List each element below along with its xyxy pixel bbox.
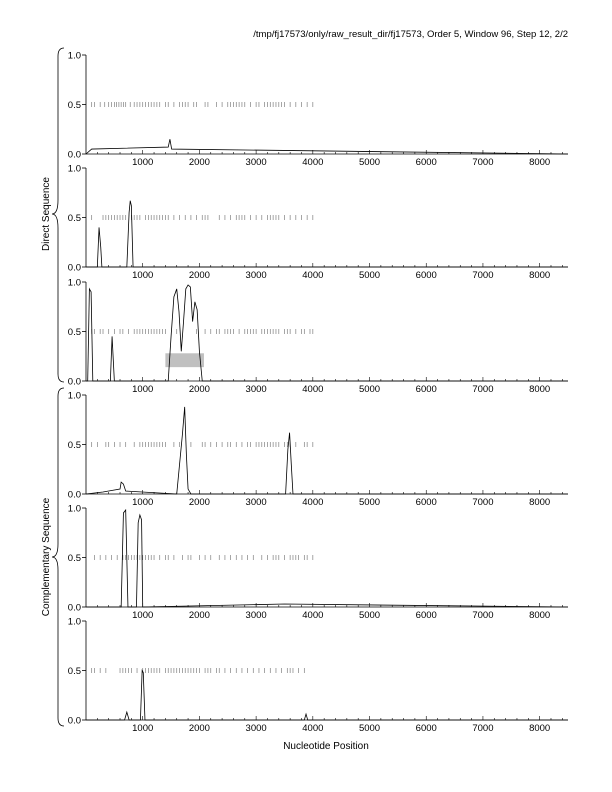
x-tick-label: 6000 bbox=[415, 497, 437, 508]
x-tick-label: 7000 bbox=[472, 270, 494, 281]
panel-2 bbox=[68, 164, 568, 282]
x-tick-label: 3000 bbox=[245, 157, 267, 168]
x-tick-label: 1000 bbox=[132, 497, 154, 508]
x-tick-label: 6000 bbox=[415, 610, 437, 621]
x-tick-label: 4000 bbox=[302, 723, 324, 734]
x-tick-label: 6000 bbox=[415, 157, 437, 168]
y-tick-label: 0.5 bbox=[67, 100, 81, 111]
x-tick-label: 1000 bbox=[132, 723, 154, 734]
y-tick-label: 0.5 bbox=[67, 327, 81, 338]
x-tick-label: 7000 bbox=[472, 610, 494, 621]
panel-3 bbox=[68, 278, 568, 396]
x-tick-label: 4000 bbox=[302, 270, 324, 281]
x-tick-label: 7000 bbox=[472, 497, 494, 508]
x-tick-label: 5000 bbox=[358, 157, 381, 168]
x-tick-label: 3000 bbox=[245, 497, 267, 508]
x-tick-label: 5000 bbox=[358, 384, 381, 395]
signal-trace bbox=[86, 407, 568, 494]
x-tick-label: 2000 bbox=[188, 610, 210, 621]
panel-6 bbox=[68, 617, 568, 735]
x-tick-label: 7000 bbox=[472, 384, 494, 395]
y-tick-label: 0.0 bbox=[67, 149, 81, 161]
figure-title: /tmp/fj17573/only/raw_result_dir/fj17573, Order 5, Window 96, Step 12, 2/2 bbox=[253, 29, 568, 40]
x-tick-label: 1000 bbox=[132, 157, 154, 168]
x-tick-label: 6000 bbox=[415, 384, 437, 395]
signal-trace bbox=[86, 285, 568, 381]
x-tick-label: 8000 bbox=[529, 270, 551, 281]
y-tick-label: 0.5 bbox=[67, 553, 81, 564]
complementary-sequence-brace bbox=[52, 388, 64, 726]
signal-trace bbox=[86, 671, 568, 721]
x-tick-label: 6000 bbox=[415, 270, 437, 281]
y-tick-label: 1.0 bbox=[67, 390, 81, 402]
highlight-region bbox=[165, 353, 204, 367]
direct-sequence-brace bbox=[52, 48, 64, 382]
x-tick-label: 5000 bbox=[358, 723, 381, 734]
direct-sequence-label: Direct Sequence bbox=[41, 177, 52, 251]
y-tick-label: 0.0 bbox=[67, 602, 81, 614]
x-tick-label: 3000 bbox=[245, 270, 267, 281]
panel-1 bbox=[68, 51, 568, 169]
x-tick-label: 8000 bbox=[529, 157, 551, 168]
y-tick-label: 0.0 bbox=[67, 489, 81, 501]
y-tick-label: 1.0 bbox=[67, 503, 81, 515]
y-tick-label: 1.0 bbox=[67, 50, 81, 62]
x-tick-label: 4000 bbox=[302, 157, 324, 168]
x-tick-label: 4000 bbox=[302, 497, 324, 508]
x-tick-label: 3000 bbox=[245, 723, 267, 734]
x-axis-label: Nucleotide Position bbox=[283, 741, 369, 752]
y-tick-label: 0.5 bbox=[67, 213, 81, 224]
x-tick-label: 2000 bbox=[188, 157, 210, 168]
y-tick-label: 0.5 bbox=[67, 440, 81, 451]
signal-trace bbox=[86, 139, 568, 154]
x-tick-label: 8000 bbox=[529, 610, 551, 621]
complementary-sequence-label: Complementary Sequence bbox=[41, 497, 52, 617]
x-tick-label: 2000 bbox=[188, 384, 210, 395]
y-tick-label: 1.0 bbox=[67, 616, 81, 628]
x-tick-label: 5000 bbox=[358, 610, 381, 621]
y-tick-label: 1.0 bbox=[67, 163, 81, 175]
x-tick-label: 2000 bbox=[188, 723, 210, 734]
x-tick-label: 8000 bbox=[529, 384, 551, 395]
plot-panels bbox=[68, 51, 568, 735]
x-tick-label: 4000 bbox=[302, 384, 324, 395]
y-tick-label: 1.0 bbox=[67, 277, 81, 289]
x-tick-label: 1000 bbox=[132, 270, 154, 281]
panel-4 bbox=[68, 391, 568, 509]
signal-trace bbox=[86, 201, 568, 267]
x-tick-label: 1000 bbox=[132, 610, 154, 621]
y-tick-label: 0.5 bbox=[67, 666, 81, 677]
x-tick-label: 5000 bbox=[358, 270, 381, 281]
x-tick-label: 7000 bbox=[472, 723, 494, 734]
y-tick-label: 0.0 bbox=[67, 376, 81, 388]
x-tick-label: 8000 bbox=[529, 497, 551, 508]
x-tick-label: 2000 bbox=[188, 497, 210, 508]
panel-5 bbox=[68, 504, 568, 622]
y-tick-label: 0.0 bbox=[67, 262, 81, 274]
x-tick-label: 1000 bbox=[132, 384, 154, 395]
x-tick-label: 3000 bbox=[245, 384, 267, 395]
x-tick-label: 4000 bbox=[302, 610, 324, 621]
x-tick-label: 5000 bbox=[358, 497, 381, 508]
y-tick-label: 0.0 bbox=[67, 715, 81, 727]
x-tick-label: 8000 bbox=[529, 723, 551, 734]
x-tick-label: 6000 bbox=[415, 723, 437, 734]
x-tick-label: 3000 bbox=[245, 610, 267, 621]
x-tick-label: 2000 bbox=[188, 270, 210, 281]
x-tick-label: 7000 bbox=[472, 157, 494, 168]
signal-trace bbox=[86, 510, 568, 607]
